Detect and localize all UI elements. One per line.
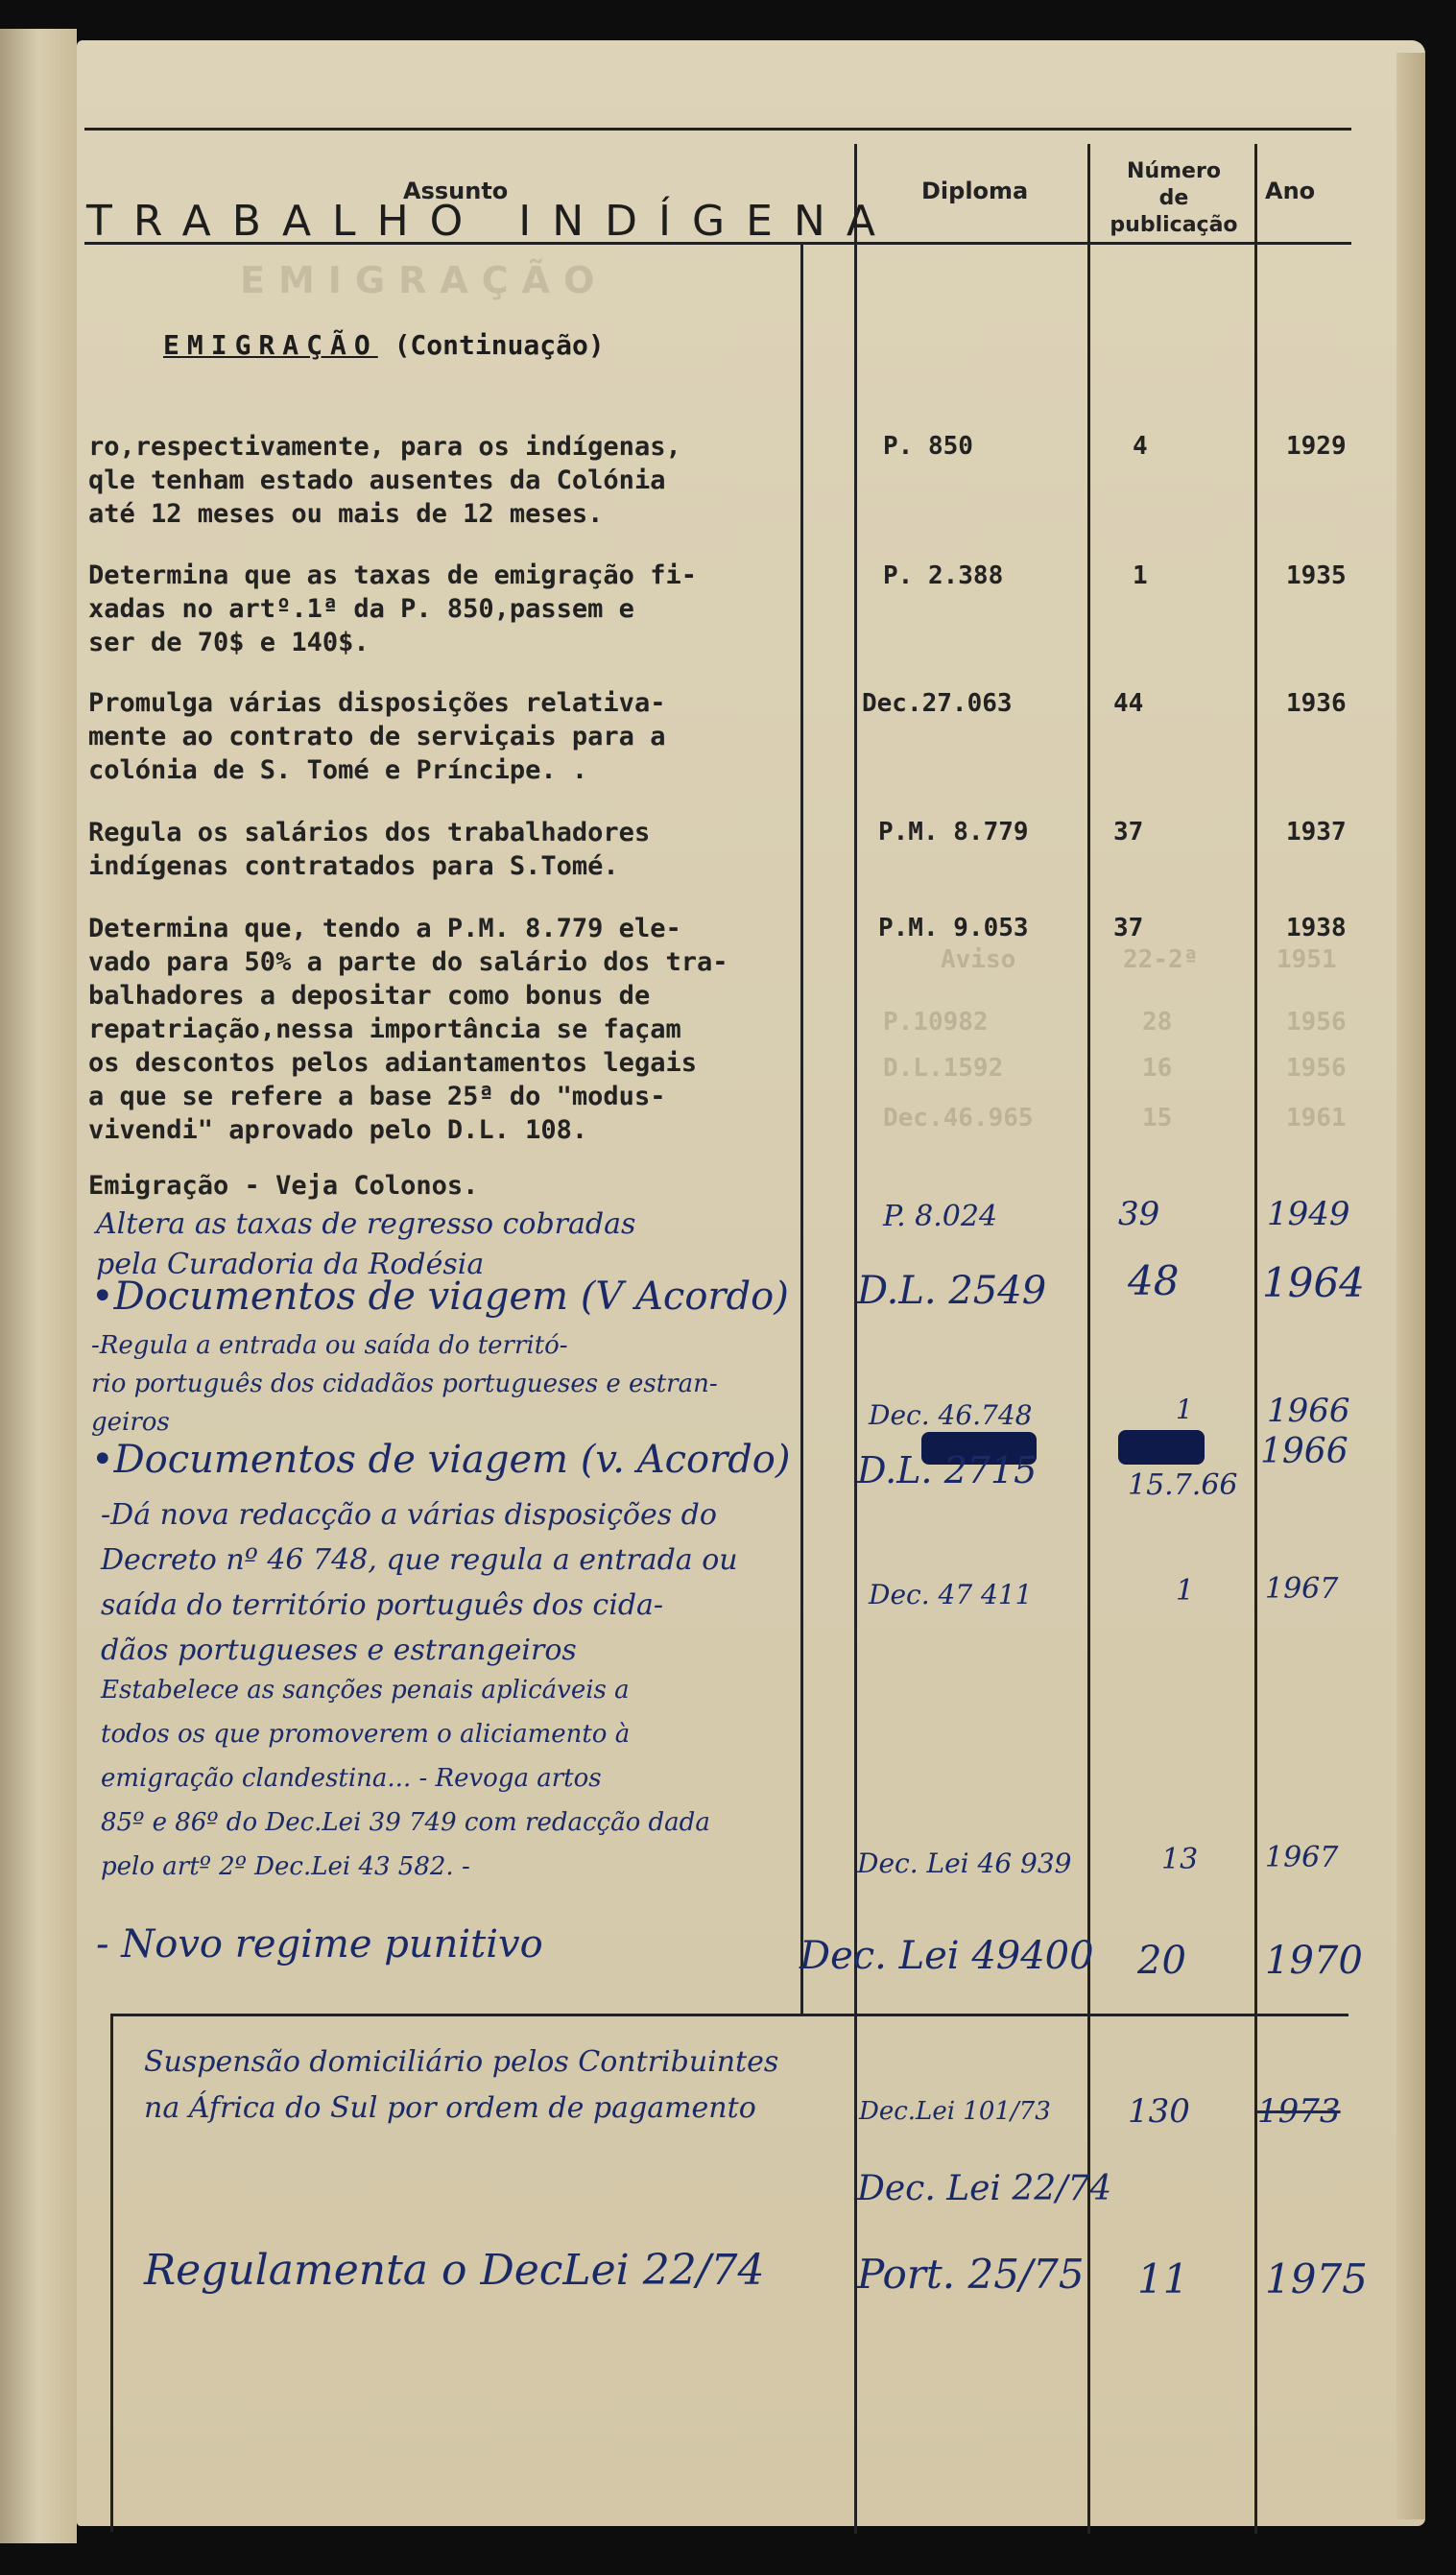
column-rule-ano [1254,144,1257,2534]
entry-2-diploma: P. 2.388 [883,561,1004,590]
ghost-cell-2-ano: 1956 [1286,1008,1347,1037]
entry-1-ano: 1929 [1286,432,1347,461]
hand-2-diploma: D.L. 2549 [857,1269,1047,1313]
ghost-cell-2-numero: 28 [1142,1008,1173,1037]
header-assunto: Assunto [403,178,509,204]
ghost-cell-1-numero: 22-2ª [1123,945,1199,974]
title-stamp: TRABALHO INDÍGENA [86,197,896,246]
hand-10-assunto: Regulamenta o DecLei 22/74 [144,2246,765,2295]
section-heading [163,329,605,361]
hand-1-diploma: P. 8.024 [883,1200,998,1233]
entry-4-numero: 37 [1113,818,1144,846]
top-rule [84,128,1351,131]
hand-6-ano: 1967 [1265,1841,1339,1874]
hand-5-ano: 1967 [1265,1572,1339,1606]
entry-2-assunto: Determina que as taxas de emigração fi- xadas no artº.1ª da P. 850,passem e ser de 70$ e 140$. [88,560,697,657]
hand-7-numero: 20 [1137,1939,1186,1983]
ghost-cell-4-numero: 15 [1142,1104,1173,1133]
header-numero: Número de publicação [1110,159,1238,237]
hand-7-diploma: Dec. Lei 49400 [800,1934,1094,1978]
hand-7-assunto: - Novo regime punitivo [96,1922,543,1967]
entry-6-assunto: Emigração - Veja Colonos. [88,1171,479,1201]
entry-4-assunto: Regula os salários dos trabalhadores indígenas contratados para S.Tomé. [88,818,651,881]
hand-3-diploma: Dec. 46.748 [869,1399,1033,1431]
hand-1-ano: 1949 [1267,1195,1350,1233]
ghost-cell-1-ano: 1951 [1277,945,1337,974]
ghost-cell-4-ano: 1961 [1286,1104,1347,1133]
hand-5-diploma: Dec. 47 411 [869,1579,1033,1610]
entry-3-diploma: Dec.27.063 [862,689,1013,718]
ghost-cell-1-diploma: Aviso [941,945,1016,974]
ghost-cell-3-ano: 1956 [1286,1054,1347,1083]
hand-1-assunto: Altera as taxas de regresso cobradas pela Curadoria da Rodésia [96,1207,636,1281]
left-page-edge [0,29,77,2543]
column-rule-text [800,245,803,2015]
right-page-edge [1396,53,1425,2519]
hand-2-numero: 48 [1128,1257,1180,1304]
section-heading-suffix: (Continuação) [377,329,605,361]
hand-8-diploma: Dec.Lei 101/73 [859,2097,1051,2126]
lower-left-rule [110,2014,113,2532]
hand-4-diploma: D.L. 2715 [857,1449,1038,1491]
entry-3-assunto: Promulga várias disposições relativa- mente ao contrato de serviçais para a colónia de S. Tomé e Príncipe. . [88,688,666,785]
hand-2-assunto: •Documentos de viagem (V Acordo) [91,1275,789,1319]
hand-6-diploma: Dec. Lei 46 939 [857,1848,1072,1879]
entry-5-numero: 37 [1113,914,1144,942]
ghost-cell-2-diploma: P.10982 [883,1008,989,1037]
entry-3-numero: 44 [1113,689,1144,718]
hand-8-assunto: Suspensão domiciliário pelos Contribuintes na África do Sul por ordem de pagamento [144,2045,779,2125]
entry-3-ano: 1936 [1286,689,1347,718]
section-heading-main: EMIGRAÇÃO [163,329,378,361]
hand-10-numero: 11 [1137,2255,1189,2302]
entry-5-assunto: Determina que, tendo a P.M. 8.779 ele- vado para 50% a parte do salário dos tra- balhadores a depositar como bonus de repatriação,nessa importância se façam os descontos pelos adiantamentos legais a que se refere a base 25ª do "modus- vivendi" aprovado pelo D.L. 108. [88,914,728,1145]
lower-section-rule [110,2014,1349,2016]
header-ano: Ano [1265,178,1316,204]
entry-4-ano: 1937 [1286,818,1347,846]
hand-3-numero: 1 [1176,1394,1193,1425]
header-diploma: Diploma [921,178,1029,204]
hand-8-ano: 1973 [1257,2092,1341,2131]
entry-2-numero: 1 [1133,561,1148,590]
hand-5-numero: 1 [1176,1574,1195,1608]
ghost-cell-3-diploma: D.L.1592 [883,1054,1004,1083]
hand-4-assunto: •Documentos de viagem (v. Acordo) [91,1438,791,1482]
hand-7-ano: 1970 [1265,1939,1363,1983]
hand-4-ano: 1966 [1260,1432,1349,1471]
entry-2-ano: 1935 [1286,561,1347,590]
hand-3-assunto: -Regula a entrada ou saída do territó- rio português dos cidadãos portugueses e estran- geiros [91,1331,718,1437]
entry-5-ano: 1938 [1286,914,1347,942]
hand-8-numero: 130 [1128,2092,1190,2131]
hand-2-ano: 1964 [1262,1259,1365,1306]
hand-9-diploma: Dec. Lei 22/74 [857,2169,1112,2208]
hand-3-ano: 1966 [1267,1392,1350,1430]
entry-1-assunto: ro,respectivamente, para os indígenas, qle tenham estado ausentes da Colónia até 12 meses ou mais de 12 meses. [88,432,681,529]
hand-6-assunto: Estabelece as sanções penais aplicáveis a todos os que promoverem o aliciamento à emigração clandestina... - Revoga artos 85º e 86º do Dec.Lei 39 749 com redacção dada pelo artº 2º Dec.Lei 43 582. - [101,1676,710,1881]
entry-1-numero: 4 [1133,432,1148,461]
numero-blot [1118,1430,1205,1465]
ghost-cell-4-diploma: Dec.46.965 [883,1104,1034,1133]
hand-10-diploma: Port. 25/75 [857,2251,1085,2298]
ghost-cell-3-numero: 16 [1142,1054,1173,1083]
hand-1-numero: 39 [1118,1195,1160,1233]
hand-4-numero: 15.7.66 [1128,1468,1238,1502]
hand-6-numero: 13 [1161,1843,1199,1876]
entry-5-diploma: P.M. 9.053 [878,914,1029,942]
ghost-stamp: EMIGRAÇÃO [240,259,609,301]
entry-4-diploma: P.M. 8.779 [878,818,1029,846]
hand-10-ano: 1975 [1265,2255,1368,2302]
entry-1-diploma: P. 850 [883,432,973,461]
hand-5-assunto: -Dá nova redacção a várias disposições do Decreto nº 46 748, que regula a entrada ou saída do território português dos cida- dãos portugueses e estrangeiros [101,1498,738,1667]
